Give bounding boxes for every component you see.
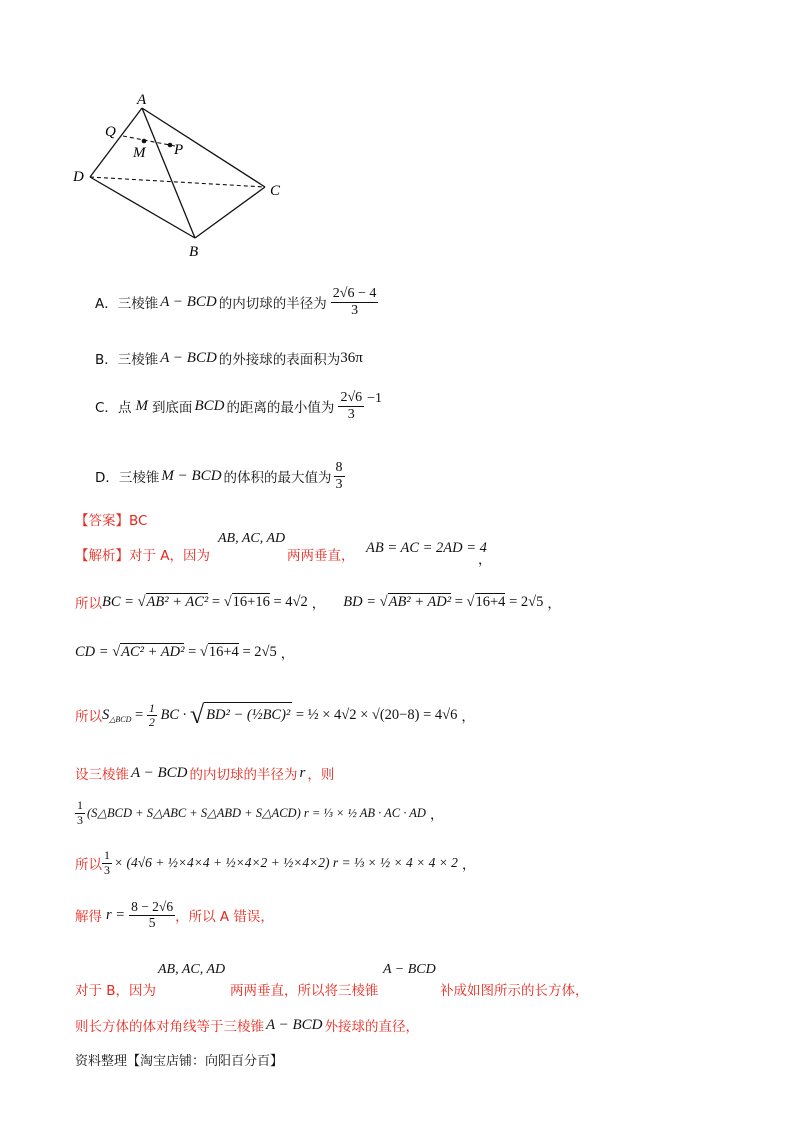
- analysis-comma: ，: [461, 709, 475, 725]
- tetrahedron-figure: [60, 85, 300, 265]
- option-text: 到底面: [151, 400, 193, 416]
- equation-radius: × (4√6 + ½×4×4 + ½×4×2 + ½×4×2) r = ⅓ × ½ × 4 × 4 × 2: [114, 855, 458, 870]
- eq-subscript: △BCD: [109, 715, 132, 724]
- equation-cd: CD = √AC² + AD² = √16+4 = 2√5: [75, 643, 277, 660]
- analysis-comma: ，: [429, 807, 444, 823]
- analysis-comma: ，: [461, 857, 476, 873]
- option-d: [95, 454, 345, 498]
- equation-bd: BD = √AB² + AD² = √16+4 = 2√5: [343, 593, 544, 610]
- option-fraction: [338, 390, 364, 422]
- option-letter: A．: [95, 296, 118, 312]
- label-C: C: [270, 183, 281, 199]
- analysis-line-8: [75, 893, 274, 937]
- analysis-equation: AB = AC = 2AD = 4: [366, 540, 487, 556]
- analysis-comma: ，: [280, 646, 295, 662]
- analysis-line-10: [75, 1014, 419, 1036]
- fraction-numerator: 8 − 2√6: [131, 898, 174, 914]
- analysis-text: 的内切球的半径为: [189, 767, 298, 783]
- analysis-text: 对于 A，因为: [129, 548, 211, 564]
- fraction-denominator: 3: [335, 476, 343, 492]
- option-a: [95, 280, 378, 324]
- analysis-text: 所以: [75, 857, 102, 873]
- analysis-text: 所以: [75, 709, 102, 725]
- fraction-numerator: 2√6: [340, 390, 363, 406]
- option-plane: BCD: [194, 397, 225, 414]
- analysis-var: r: [299, 764, 306, 781]
- option-text: 三棱锥: [117, 352, 159, 368]
- analysis-comma: ，: [478, 552, 492, 568]
- analysis-comma: ，: [311, 596, 326, 612]
- eq-lhs: S: [102, 707, 110, 723]
- analysis-vectors: AB, AC, AD: [218, 531, 286, 546]
- analysis-vectors: AB, AC, AD: [158, 962, 226, 977]
- analysis-text: ，则: [307, 767, 335, 783]
- eq-lhs: r =: [106, 906, 126, 923]
- eq-result: = 4√2: [269, 593, 308, 610]
- fraction-numerator: 8: [335, 460, 343, 476]
- edge-DC: [90, 177, 265, 187]
- point-M: [142, 139, 147, 144]
- analysis-text: 解得: [75, 909, 102, 925]
- analysis-text: 则长方体的体对角线等于三棱锥: [75, 1019, 264, 1035]
- edge-AB: [142, 108, 195, 238]
- option-expr: M − BCD: [161, 467, 222, 484]
- option-tail: −1: [367, 391, 383, 406]
- analysis-line-9-c: 两两垂直，所以将三棱锥: [230, 983, 379, 999]
- analysis-line-7: 所以 $\frac{1}{3}$ × (4√6 + ½×4×4 + ½×4×2 + ½×4×2) r = ⅓ × ½ × 4 × 4 × 2 ，: [75, 848, 476, 877]
- equation-bc: BC = √AB² + AC² = √16+16 = 4√2: [102, 593, 308, 610]
- eq-radicand: AC² + AD²: [121, 643, 185, 660]
- fraction-denominator: 5: [148, 914, 156, 930]
- answer-value: BC: [129, 513, 148, 529]
- analysis-expr: A − BCD: [383, 962, 436, 977]
- fraction-numerator: 2√6 − 4: [332, 286, 377, 302]
- label-D: D: [73, 169, 84, 185]
- point-P: [168, 143, 173, 148]
- equation-volume-split: (S△BCD + S△ABC + S△ABD + S△ACD) r = ⅓ × ½ AB · AC · AD: [87, 806, 426, 820]
- option-expr: A − BCD: [160, 293, 217, 310]
- eq-lhs: CD =: [75, 643, 113, 660]
- edge-CB: [195, 187, 265, 238]
- analysis-text: 两两垂直，: [287, 548, 355, 564]
- edge-DB: [90, 177, 195, 238]
- option-value: 36π: [340, 349, 363, 366]
- label-M: M: [133, 145, 146, 161]
- eq-term: BC ·: [160, 707, 187, 723]
- eq-radicand: AB² + AD²: [388, 593, 452, 610]
- analysis-text: 外接球的直径，: [324, 1019, 420, 1035]
- analysis-line-9-e: 补成如图所示的长方体，: [440, 983, 589, 999]
- analysis-line-5: [75, 762, 334, 784]
- analysis-line-6: $\frac{1}{3}$ (S△BCD + S△ABC + S△ABD + S△ACD) r = ⅓ × ½ AB · AC · AD ，: [77, 798, 444, 827]
- analysis-text: 所以: [75, 596, 102, 612]
- eq-radicand: 16+4: [475, 593, 506, 610]
- eq-radicand: 16+16: [232, 593, 270, 610]
- label-B: B: [189, 244, 199, 260]
- edge-AC: [142, 108, 265, 187]
- option-text: 点: [117, 400, 132, 416]
- option-letter: D．: [95, 470, 119, 486]
- eq-result: = 2√5: [238, 643, 277, 660]
- eq-lhs: BD =: [343, 593, 380, 610]
- option-text: 的外接球的表面积为: [218, 352, 341, 368]
- option-b: [95, 345, 363, 371]
- segment-QP: [123, 136, 175, 146]
- edge-AD: [90, 108, 142, 177]
- answer-line: [75, 509, 147, 529]
- eq-radicand: AB² + AC²: [146, 593, 209, 610]
- analysis-text: ，所以 A 错误，: [175, 909, 274, 925]
- analysis-expr: A − BCD: [131, 764, 188, 781]
- eq-radicand: BD² − (½BC)²: [204, 702, 292, 723]
- label-Q: Q: [105, 124, 116, 140]
- equation-area: $S_{\triangle BCD}$ = $\frac{1}{2}$ BC · √ BD² − (½BC)² = ½ × 4√2 × √(20−8) = 4√6: [102, 700, 458, 730]
- fraction-denominator: 3: [347, 406, 355, 422]
- label-A: A: [137, 92, 147, 108]
- option-letter: C．: [95, 400, 118, 416]
- analysis-expr: A − BCD: [266, 1016, 323, 1033]
- option-letter: B．: [95, 352, 118, 368]
- eq-result: = 2√5: [505, 593, 544, 610]
- option-text: 的距离的最小值为: [226, 400, 335, 416]
- analysis-comma: ，: [547, 596, 561, 612]
- option-fraction: [334, 460, 345, 492]
- option-point: M: [135, 397, 148, 414]
- option-text: 三棱锥: [117, 296, 159, 312]
- analysis-line-3: [75, 640, 294, 664]
- option-expr: A − BCD: [160, 349, 217, 366]
- eq-radicand: 16+4: [208, 643, 239, 660]
- eq-equals: =: [208, 593, 224, 610]
- answer-label: 【答案】: [75, 513, 129, 529]
- option-text: 的内切球的半径为: [218, 296, 327, 312]
- analysis-line-9-a: 对于 B，因为: [75, 983, 157, 999]
- option-text: 的体积的最大值为: [223, 470, 332, 486]
- option-text: 三棱锥: [118, 470, 160, 486]
- option-fraction: [331, 286, 379, 318]
- eq-lhs: BC =: [102, 593, 138, 610]
- fraction-denominator: 3: [351, 302, 359, 318]
- option-c: [95, 384, 382, 428]
- analysis-label: 【解析】: [75, 548, 129, 564]
- label-P: P: [174, 142, 184, 158]
- eq-result: = ½ × 4√2 × √(20−8) = 4√6: [295, 707, 458, 723]
- footer-source: 资料整理【淘宝店铺：向阳百分百】: [75, 1054, 284, 1069]
- analysis-line-4: [75, 690, 475, 740]
- analysis-text: 设三棱锥: [75, 767, 129, 783]
- analysis-line-2: [75, 590, 561, 614]
